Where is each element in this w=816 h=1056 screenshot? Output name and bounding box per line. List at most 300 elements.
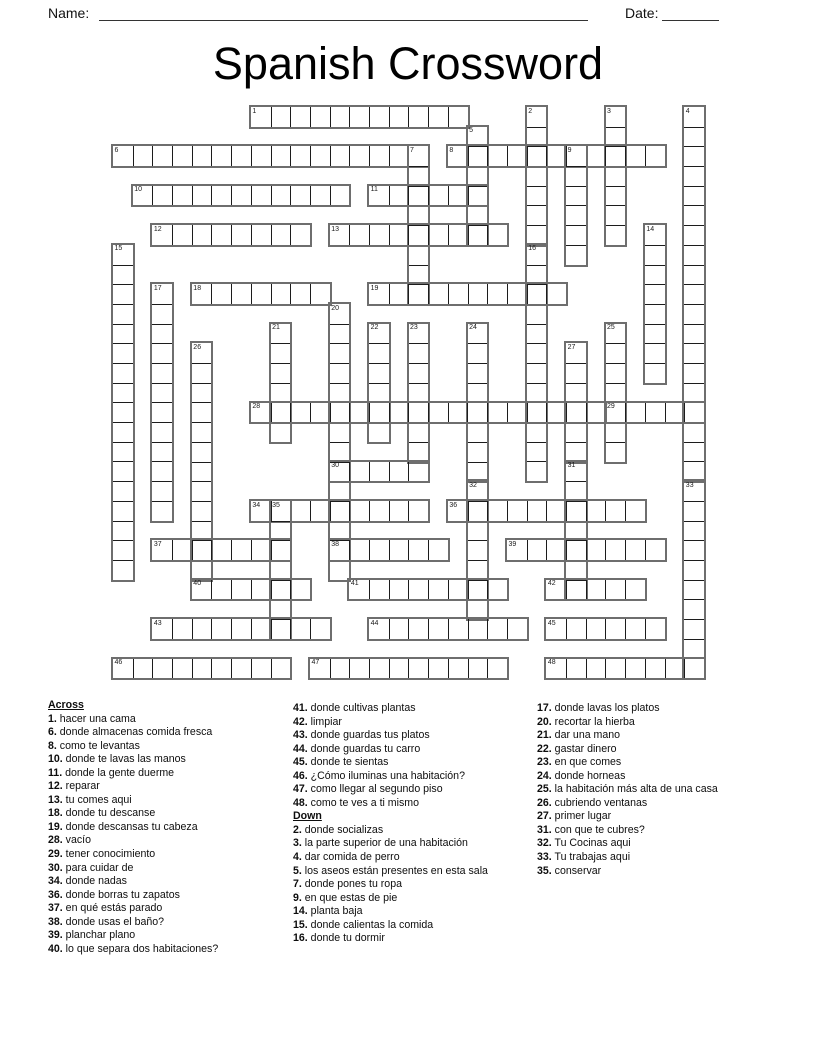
crossword-cell[interactable] (527, 225, 547, 245)
crossword-cell[interactable] (330, 442, 350, 462)
crossword-cell[interactable] (468, 619, 488, 639)
crossword-cell[interactable] (330, 422, 350, 442)
crossword-cell[interactable] (684, 324, 704, 344)
crossword-cell[interactable] (330, 146, 350, 166)
crossword-cell[interactable] (330, 363, 350, 383)
crossword-cell[interactable] (605, 659, 625, 679)
crossword-cell[interactable] (684, 284, 704, 304)
crossword-cell[interactable] (290, 284, 310, 304)
crossword-cell[interactable] (684, 442, 704, 462)
crossword-cell[interactable] (605, 580, 625, 600)
crossword-cell[interactable] (606, 205, 626, 225)
crossword-cell[interactable] (369, 462, 389, 482)
crossword-cell[interactable] (645, 540, 665, 560)
crossword-cell[interactable] (566, 540, 586, 560)
crossword-cell[interactable] (408, 284, 428, 304)
crossword-cell[interactable] (271, 580, 291, 600)
crossword-cell[interactable] (172, 540, 192, 560)
crossword-cell[interactable] (605, 619, 625, 639)
crossword-cell[interactable] (566, 422, 586, 442)
crossword-cell[interactable] (566, 245, 586, 265)
crossword-cell[interactable] (684, 560, 704, 580)
crossword-cell[interactable] (684, 501, 704, 521)
crossword-cell[interactable] (330, 343, 350, 363)
crossword-cell[interactable] (330, 481, 350, 501)
crossword-cell[interactable] (566, 521, 586, 541)
crossword-cell[interactable] (684, 225, 704, 245)
crossword-cell[interactable] (684, 580, 704, 600)
crossword-cell[interactable] (684, 245, 704, 265)
crossword-cell[interactable] (645, 659, 665, 679)
crossword-cell[interactable] (290, 107, 310, 127)
crossword-cell[interactable] (468, 205, 488, 225)
crossword-cell[interactable] (468, 422, 488, 442)
crossword-cell[interactable] (369, 501, 389, 521)
crossword-cell[interactable] (152, 659, 172, 679)
crossword-cell[interactable] (290, 186, 310, 206)
crossword-cell[interactable] (684, 422, 704, 442)
name-fill-line[interactable] (99, 20, 588, 21)
crossword-cell[interactable] (527, 403, 547, 423)
crossword-cell[interactable] (645, 324, 665, 344)
crossword-cell[interactable] (448, 659, 468, 679)
crossword-cell[interactable] (389, 284, 409, 304)
crossword-cell[interactable] (408, 186, 428, 206)
crossword-cell[interactable] (527, 146, 547, 166)
crossword-cell[interactable] (684, 343, 704, 363)
crossword-cell[interactable] (251, 540, 271, 560)
crossword-cell[interactable] (684, 363, 704, 383)
crossword-cell[interactable] (684, 461, 704, 481)
crossword-cell[interactable] (684, 540, 704, 560)
crossword-cell[interactable] (389, 462, 409, 482)
crossword-cell[interactable] (192, 619, 212, 639)
crossword-cell[interactable] (487, 501, 507, 521)
crossword-cell[interactable] (290, 580, 310, 600)
crossword-cell[interactable] (113, 540, 133, 560)
crossword-cell[interactable] (389, 540, 409, 560)
crossword-cell[interactable] (428, 619, 448, 639)
crossword-cell[interactable] (369, 403, 389, 423)
crossword-cell[interactable] (684, 186, 704, 206)
crossword-cell[interactable] (527, 166, 547, 186)
crossword-cell[interactable] (428, 403, 448, 423)
crossword-cell[interactable] (389, 580, 409, 600)
crossword-cell[interactable] (428, 580, 448, 600)
crossword-cell[interactable] (684, 619, 704, 639)
crossword-cell[interactable] (527, 461, 547, 481)
crossword-cell[interactable] (409, 363, 429, 383)
crossword-cell[interactable] (271, 107, 291, 127)
crossword-cell[interactable] (448, 225, 468, 245)
crossword-cell[interactable] (172, 659, 192, 679)
crossword-cell[interactable] (408, 540, 428, 560)
crossword-cell[interactable] (152, 186, 172, 206)
crossword-cell[interactable] (290, 146, 310, 166)
crossword-cell[interactable] (192, 146, 212, 166)
crossword-cell[interactable] (113, 284, 133, 304)
crossword-cell[interactable] (211, 146, 231, 166)
crossword-cell[interactable] (566, 560, 586, 580)
crossword-cell[interactable] (467, 403, 487, 423)
crossword-cell[interactable] (468, 363, 488, 383)
crossword-cell[interactable] (408, 659, 428, 679)
crossword-cell[interactable] (369, 422, 389, 442)
crossword-cell[interactable] (113, 521, 133, 541)
crossword-cell[interactable] (546, 540, 566, 560)
crossword-cell[interactable] (546, 146, 566, 166)
crossword-cell[interactable] (192, 560, 212, 580)
crossword-cell[interactable] (448, 403, 468, 423)
crossword-cell[interactable] (684, 403, 704, 423)
crossword-cell[interactable] (684, 166, 704, 186)
crossword-cell[interactable] (330, 324, 350, 344)
crossword-cell[interactable] (271, 225, 291, 245)
crossword-cell[interactable] (152, 481, 172, 501)
crossword-cell[interactable] (113, 363, 133, 383)
crossword-cell[interactable] (231, 186, 251, 206)
crossword-cell[interactable] (527, 383, 547, 403)
crossword-cell[interactable] (271, 186, 291, 206)
crossword-cell[interactable] (586, 580, 606, 600)
crossword-cell[interactable] (310, 284, 330, 304)
crossword-cell[interactable] (271, 146, 291, 166)
crossword-cell[interactable] (172, 186, 192, 206)
crossword-cell[interactable] (487, 619, 507, 639)
crossword-cell[interactable] (369, 659, 389, 679)
crossword-cell[interactable] (566, 383, 586, 403)
crossword-cell[interactable] (625, 659, 645, 679)
crossword-cell[interactable] (369, 540, 389, 560)
crossword-cell[interactable] (487, 659, 507, 679)
crossword-cell[interactable] (192, 521, 212, 541)
crossword-cell[interactable] (192, 402, 212, 422)
crossword-cell[interactable] (409, 383, 429, 403)
crossword-cell[interactable] (468, 343, 488, 363)
crossword-cell[interactable] (271, 284, 291, 304)
crossword-cell[interactable] (468, 146, 488, 166)
crossword-cell[interactable] (330, 560, 350, 580)
crossword-cell[interactable] (645, 619, 665, 639)
crossword-cell[interactable] (192, 383, 212, 403)
crossword-cell[interactable] (192, 442, 212, 462)
crossword-cell[interactable] (625, 580, 645, 600)
crossword-cell[interactable] (625, 540, 645, 560)
crossword-cell[interactable] (468, 501, 488, 521)
crossword-cell[interactable] (389, 501, 409, 521)
crossword-cell[interactable] (192, 225, 212, 245)
crossword-cell[interactable] (625, 619, 645, 639)
crossword-cell[interactable] (271, 560, 291, 580)
crossword-cell[interactable] (389, 619, 409, 639)
crossword-cell[interactable] (192, 363, 212, 383)
crossword-cell[interactable] (448, 580, 468, 600)
crossword-cell[interactable] (172, 225, 192, 245)
crossword-cell[interactable] (310, 107, 330, 127)
crossword-cell[interactable] (684, 265, 704, 285)
crossword-cell[interactable] (231, 580, 251, 600)
crossword-cell[interactable] (468, 462, 488, 482)
crossword-cell[interactable] (409, 343, 429, 363)
crossword-cell[interactable] (389, 107, 409, 127)
crossword-cell[interactable] (566, 619, 586, 639)
crossword-cell[interactable] (527, 363, 547, 383)
crossword-cell[interactable] (152, 422, 172, 442)
crossword-cell[interactable] (330, 403, 350, 423)
crossword-cell[interactable] (487, 403, 507, 423)
crossword-cell[interactable] (586, 659, 606, 679)
crossword-cell[interactable] (113, 461, 133, 481)
crossword-cell[interactable] (566, 580, 586, 600)
crossword-cell[interactable] (211, 225, 231, 245)
crossword-cell[interactable] (172, 619, 192, 639)
crossword-cell[interactable] (566, 403, 586, 423)
crossword-cell[interactable] (330, 383, 350, 403)
crossword-cell[interactable] (133, 659, 153, 679)
crossword-cell[interactable] (231, 619, 251, 639)
crossword-cell[interactable] (330, 107, 350, 127)
crossword-cell[interactable] (290, 403, 310, 423)
crossword-cell[interactable] (605, 501, 625, 521)
crossword-cell[interactable] (606, 422, 626, 442)
crossword-cell[interactable] (507, 619, 527, 639)
crossword-cell[interactable] (271, 599, 291, 619)
crossword-cell[interactable] (310, 619, 330, 639)
crossword-cell[interactable] (428, 284, 448, 304)
crossword-cell[interactable] (408, 225, 428, 245)
crossword-cell[interactable] (428, 225, 448, 245)
crossword-cell[interactable] (468, 659, 488, 679)
crossword-cell[interactable] (487, 284, 507, 304)
crossword-cell[interactable] (369, 107, 389, 127)
crossword-cell[interactable] (566, 205, 586, 225)
crossword-cell[interactable] (271, 383, 291, 403)
crossword-cell[interactable] (566, 186, 586, 206)
crossword-cell[interactable] (684, 599, 704, 619)
crossword-cell[interactable] (290, 225, 310, 245)
crossword-cell[interactable] (310, 186, 330, 206)
crossword-cell[interactable] (586, 619, 606, 639)
crossword-cell[interactable] (645, 146, 665, 166)
crossword-cell[interactable] (428, 107, 448, 127)
crossword-cell[interactable] (527, 540, 547, 560)
crossword-cell[interactable] (566, 501, 586, 521)
crossword-cell[interactable] (310, 146, 330, 166)
crossword-cell[interactable] (152, 146, 172, 166)
crossword-cell[interactable] (566, 442, 586, 462)
crossword-cell[interactable] (113, 304, 133, 324)
crossword-cell[interactable] (231, 225, 251, 245)
crossword-cell[interactable] (645, 343, 665, 363)
crossword-cell[interactable] (192, 659, 212, 679)
crossword-cell[interactable] (527, 501, 547, 521)
crossword-cell[interactable] (507, 403, 527, 423)
crossword-cell[interactable] (468, 166, 488, 186)
crossword-cell[interactable] (527, 284, 547, 304)
crossword-cell[interactable] (349, 659, 369, 679)
crossword-cell[interactable] (409, 265, 429, 285)
crossword-cell[interactable] (389, 659, 409, 679)
crossword-cell[interactable] (389, 403, 409, 423)
crossword-cell[interactable] (566, 225, 586, 245)
crossword-cell[interactable] (290, 501, 310, 521)
crossword-cell[interactable] (546, 403, 566, 423)
crossword-cell[interactable] (566, 363, 586, 383)
crossword-cell[interactable] (113, 422, 133, 442)
crossword-cell[interactable] (684, 127, 704, 147)
crossword-cell[interactable] (211, 659, 231, 679)
crossword-cell[interactable] (251, 146, 271, 166)
crossword-cell[interactable] (152, 442, 172, 462)
crossword-cell[interactable] (231, 540, 251, 560)
crossword-cell[interactable] (428, 186, 448, 206)
crossword-cell[interactable] (251, 225, 271, 245)
crossword-cell[interactable] (251, 284, 271, 304)
crossword-cell[interactable] (271, 363, 291, 383)
crossword-cell[interactable] (645, 304, 665, 324)
crossword-cell[interactable] (665, 403, 685, 423)
crossword-cell[interactable] (192, 462, 212, 482)
crossword-cell[interactable] (586, 501, 606, 521)
crossword-cell[interactable] (330, 521, 350, 541)
crossword-cell[interactable] (330, 659, 350, 679)
crossword-cell[interactable] (290, 619, 310, 639)
crossword-cell[interactable] (369, 146, 389, 166)
crossword-cell[interactable] (468, 580, 488, 600)
crossword-cell[interactable] (251, 659, 271, 679)
crossword-cell[interactable] (152, 324, 172, 344)
crossword-cell[interactable] (527, 304, 547, 324)
crossword-cell[interactable] (408, 403, 428, 423)
crossword-cell[interactable] (133, 146, 153, 166)
crossword-cell[interactable] (152, 343, 172, 363)
crossword-cell[interactable] (113, 402, 133, 422)
crossword-cell[interactable] (684, 146, 704, 166)
crossword-cell[interactable] (606, 166, 626, 186)
crossword-cell[interactable] (192, 540, 212, 560)
crossword-cell[interactable] (408, 580, 428, 600)
crossword-cell[interactable] (192, 481, 212, 501)
crossword-cell[interactable] (409, 422, 429, 442)
crossword-cell[interactable] (113, 442, 133, 462)
crossword-cell[interactable] (468, 560, 488, 580)
crossword-cell[interactable] (684, 521, 704, 541)
crossword-cell[interactable] (684, 304, 704, 324)
crossword-cell[interactable] (428, 540, 448, 560)
crossword-cell[interactable] (409, 442, 429, 462)
crossword-cell[interactable] (527, 343, 547, 363)
crossword-cell[interactable] (349, 540, 369, 560)
crossword-cell[interactable] (330, 186, 350, 206)
crossword-cell[interactable] (507, 284, 527, 304)
crossword-cell[interactable] (211, 284, 231, 304)
crossword-cell[interactable] (271, 343, 291, 363)
crossword-cell[interactable] (409, 205, 429, 225)
crossword-cell[interactable] (310, 501, 330, 521)
crossword-cell[interactable] (684, 659, 704, 679)
crossword-cell[interactable] (369, 363, 389, 383)
crossword-cell[interactable] (606, 383, 626, 403)
crossword-cell[interactable] (172, 146, 192, 166)
crossword-cell[interactable] (606, 363, 626, 383)
crossword-cell[interactable] (645, 403, 665, 423)
crossword-cell[interactable] (448, 107, 468, 127)
crossword-cell[interactable] (369, 580, 389, 600)
crossword-cell[interactable] (409, 245, 429, 265)
crossword-cell[interactable] (271, 619, 291, 639)
crossword-cell[interactable] (684, 383, 704, 403)
crossword-cell[interactable] (606, 186, 626, 206)
crossword-cell[interactable] (152, 304, 172, 324)
crossword-cell[interactable] (468, 225, 488, 245)
crossword-cell[interactable] (271, 422, 291, 442)
crossword-cell[interactable] (152, 402, 172, 422)
crossword-cell[interactable] (271, 540, 291, 560)
crossword-cell[interactable] (152, 461, 172, 481)
crossword-cell[interactable] (487, 225, 507, 245)
crossword-cell[interactable] (211, 186, 231, 206)
crossword-cell[interactable] (546, 284, 566, 304)
crossword-cell[interactable] (349, 462, 369, 482)
crossword-cell[interactable] (448, 284, 468, 304)
crossword-cell[interactable] (211, 540, 231, 560)
crossword-cell[interactable] (507, 501, 527, 521)
crossword-cell[interactable] (113, 481, 133, 501)
crossword-cell[interactable] (468, 186, 488, 206)
crossword-cell[interactable] (152, 363, 172, 383)
crossword-cell[interactable] (152, 501, 172, 521)
crossword-cell[interactable] (487, 146, 507, 166)
crossword-cell[interactable] (330, 501, 350, 521)
crossword-cell[interactable] (113, 501, 133, 521)
crossword-cell[interactable] (586, 403, 606, 423)
crossword-cell[interactable] (408, 501, 428, 521)
crossword-cell[interactable] (231, 284, 251, 304)
crossword-cell[interactable] (369, 383, 389, 403)
crossword-cell[interactable] (251, 619, 271, 639)
crossword-cell[interactable] (428, 659, 448, 679)
crossword-cell[interactable] (211, 619, 231, 639)
crossword-cell[interactable] (271, 403, 291, 423)
crossword-cell[interactable] (152, 383, 172, 403)
crossword-cell[interactable] (605, 146, 625, 166)
crossword-cell[interactable] (468, 521, 488, 541)
crossword-cell[interactable] (645, 265, 665, 285)
crossword-grid[interactable] (113, 107, 713, 687)
crossword-cell[interactable] (468, 383, 488, 403)
crossword-cell[interactable] (113, 265, 133, 285)
crossword-cell[interactable] (271, 659, 291, 679)
crossword-cell[interactable] (231, 659, 251, 679)
crossword-cell[interactable] (192, 422, 212, 442)
crossword-cell[interactable] (665, 659, 685, 679)
crossword-cell[interactable] (113, 324, 133, 344)
crossword-cell[interactable] (251, 580, 271, 600)
crossword-cell[interactable] (606, 442, 626, 462)
crossword-cell[interactable] (389, 146, 409, 166)
crossword-cell[interactable] (349, 501, 369, 521)
crossword-cell[interactable] (468, 599, 488, 619)
crossword-cell[interactable] (645, 284, 665, 304)
crossword-cell[interactable] (349, 146, 369, 166)
crossword-cell[interactable] (369, 225, 389, 245)
crossword-cell[interactable] (192, 186, 212, 206)
crossword-cell[interactable] (527, 186, 547, 206)
crossword-cell[interactable] (606, 343, 626, 363)
crossword-cell[interactable] (487, 580, 507, 600)
crossword-cell[interactable] (684, 205, 704, 225)
crossword-cell[interactable] (448, 619, 468, 639)
